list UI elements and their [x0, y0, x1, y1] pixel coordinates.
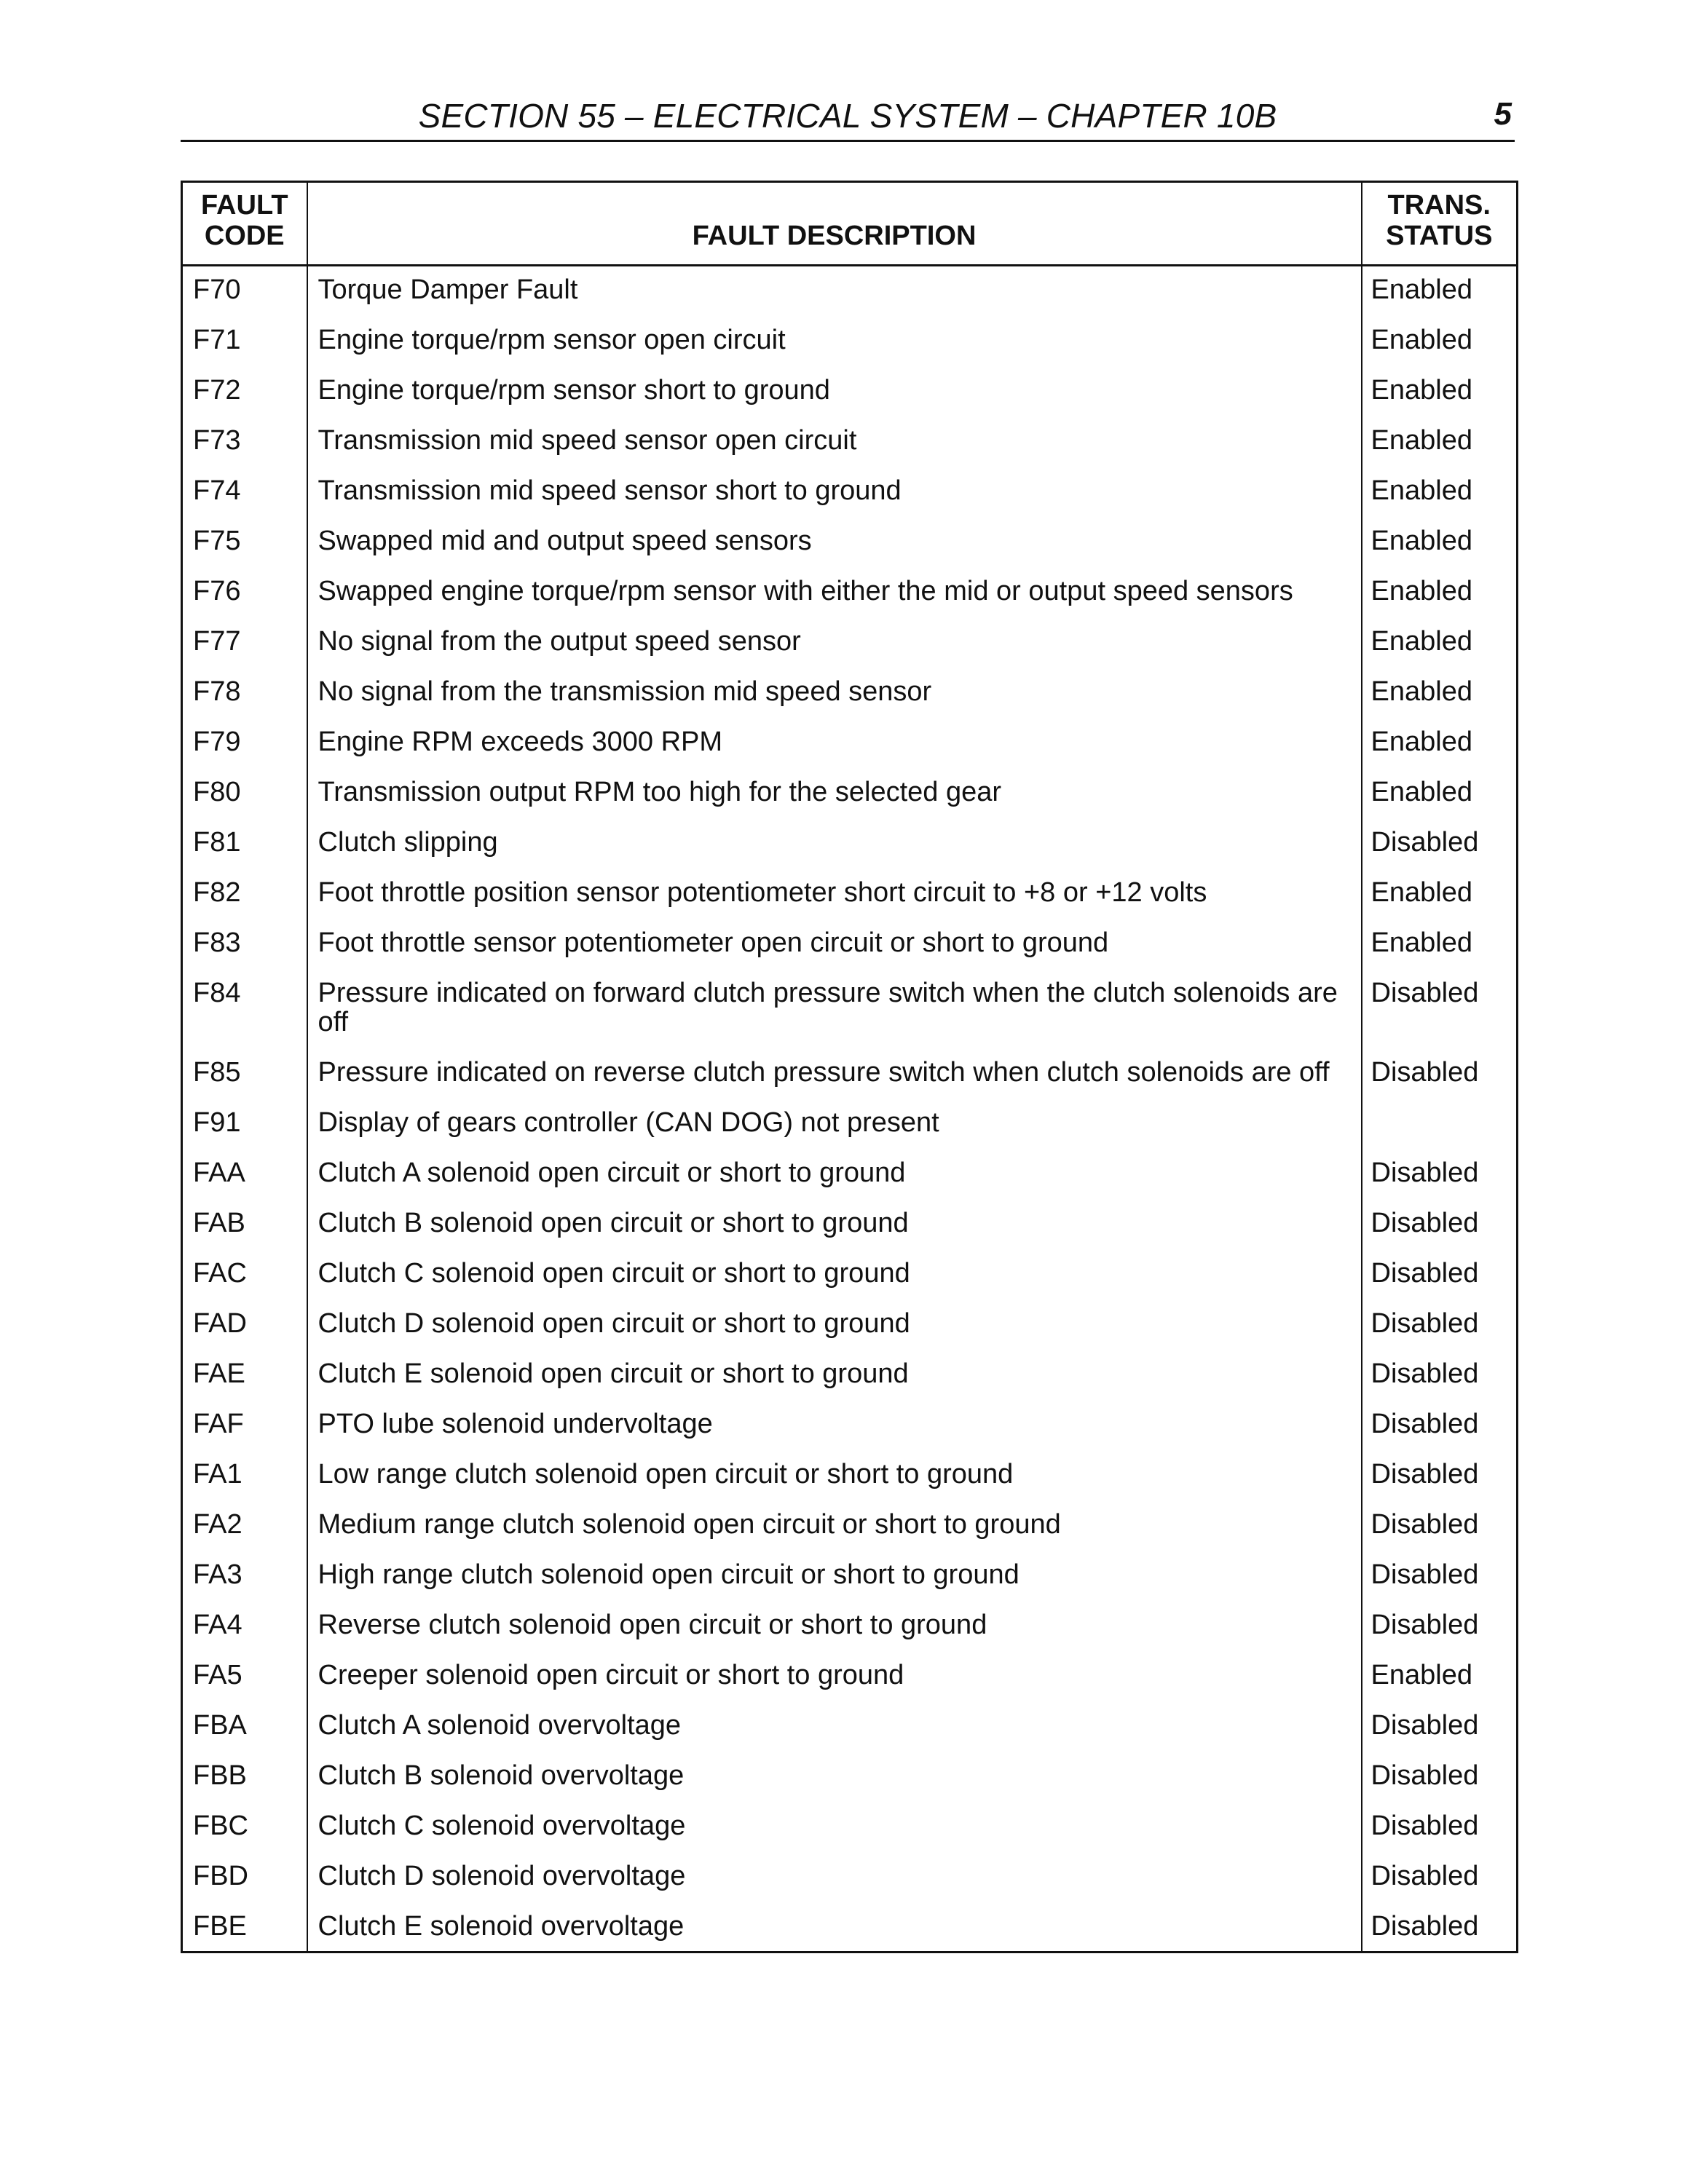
trans-status-cell: Disabled	[1362, 821, 1518, 871]
fault-description-cell: Transmission mid speed sensor open circuit	[307, 419, 1362, 470]
table-row	[182, 972, 1518, 1051]
table-row	[182, 871, 1518, 922]
trans-status-cell: Disabled	[1362, 1554, 1518, 1604]
table-row	[182, 470, 1518, 520]
fault-description-cell: Engine torque/rpm sensor open circuit	[307, 319, 1362, 369]
fault-code-cell: FAB	[182, 1202, 307, 1252]
column-header-trans-status-line1: TRANS.	[1387, 190, 1491, 221]
fault-description-cell: Clutch D solenoid overvoltage	[307, 1855, 1362, 1905]
column-header-fault-code	[182, 182, 307, 266]
fault-description-cell: Clutch E solenoid overvoltage	[307, 1905, 1362, 1952]
table-row	[182, 266, 1518, 320]
trans-status-cell: Enabled	[1362, 922, 1518, 972]
fault-description-cell: Transmission output RPM too high for the selected gear	[307, 771, 1362, 821]
fault-description-cell: Transmission mid speed sensor short to ground	[307, 470, 1362, 520]
fault-code-cell: F73	[182, 419, 307, 470]
table-row	[182, 1754, 1518, 1805]
fault-description-cell: Clutch E solenoid open circuit or short to ground	[307, 1353, 1362, 1403]
fault-description-cell: Swapped mid and output speed sensors	[307, 520, 1362, 570]
trans-status-cell: Enabled	[1362, 470, 1518, 520]
table-row	[182, 1503, 1518, 1554]
fault-description-cell: Clutch B solenoid open circuit or short to ground	[307, 1202, 1362, 1252]
fault-code-cell: F80	[182, 771, 307, 821]
fault-code-cell: F91	[182, 1101, 307, 1152]
fault-description-cell: High range clutch solenoid open circuit or short to ground	[307, 1554, 1362, 1604]
trans-status-cell: Disabled	[1362, 1252, 1518, 1302]
table-row	[182, 1101, 1518, 1152]
table-row	[182, 721, 1518, 771]
fault-code-cell: FBA	[182, 1704, 307, 1754]
trans-status-cell: Disabled	[1362, 1604, 1518, 1654]
fault-code-cell: FBC	[182, 1805, 307, 1855]
column-header-trans-status	[1362, 182, 1518, 266]
table-row	[182, 570, 1518, 620]
trans-status-cell: Disabled	[1362, 1152, 1518, 1202]
fault-description-cell: PTO lube solenoid undervoltage	[307, 1403, 1362, 1453]
trans-status-cell: Enabled	[1362, 1654, 1518, 1704]
trans-status-cell: Enabled	[1362, 419, 1518, 470]
fault-code-cell: F70	[182, 266, 307, 320]
fault-code-cell: F75	[182, 520, 307, 570]
table-header-row	[182, 182, 1518, 266]
trans-status-cell: Enabled	[1362, 570, 1518, 620]
fault-code-cell: F85	[182, 1051, 307, 1101]
table-row	[182, 1453, 1518, 1503]
trans-status-cell	[1362, 1101, 1518, 1152]
trans-status-cell: Disabled	[1362, 1855, 1518, 1905]
fault-description-cell: No signal from the output speed sensor	[307, 620, 1362, 670]
fault-code-table	[181, 181, 1518, 1953]
trans-status-cell: Disabled	[1362, 972, 1518, 1051]
table-row	[182, 369, 1518, 419]
fault-description-cell: No signal from the transmission mid speed sensor	[307, 670, 1362, 721]
fault-code-cell: FAC	[182, 1252, 307, 1302]
fault-code-cell: F72	[182, 369, 307, 419]
table-row	[182, 1805, 1518, 1855]
table-row	[182, 1302, 1518, 1353]
fault-code-cell: FBD	[182, 1855, 307, 1905]
fault-code-cell: FA4	[182, 1604, 307, 1654]
page-header	[181, 86, 1515, 142]
fault-description-cell: Foot throttle position sensor potentiometer short circuit to +8 or +12 volts	[307, 871, 1362, 922]
fault-description-cell: Medium range clutch solenoid open circuit or short to ground	[307, 1503, 1362, 1554]
trans-status-cell: Enabled	[1362, 369, 1518, 419]
fault-description-cell: Clutch slipping	[307, 821, 1362, 871]
fault-code-cell: F71	[182, 319, 307, 369]
table-row	[182, 1202, 1518, 1252]
fault-code-cell: FA3	[182, 1554, 307, 1604]
trans-status-cell: Enabled	[1362, 620, 1518, 670]
column-header-fault-code-line1: FAULT	[200, 190, 288, 221]
fault-description-cell: Clutch B solenoid overvoltage	[307, 1754, 1362, 1805]
fault-code-cell: F81	[182, 821, 307, 871]
column-header-fault-description-label: FAULT DESCRIPTION	[692, 221, 977, 251]
fault-code-cell: F77	[182, 620, 307, 670]
trans-status-cell: Disabled	[1362, 1754, 1518, 1805]
fault-description-cell: Torque Damper Fault	[307, 266, 1362, 320]
trans-status-cell: Disabled	[1362, 1302, 1518, 1353]
fault-description-cell: Foot throttle sensor potentiometer open circuit or short to ground	[307, 922, 1362, 972]
table-row	[182, 1051, 1518, 1101]
page-number: 5	[1494, 96, 1512, 132]
table-row	[182, 1905, 1518, 1952]
fault-description-cell: Clutch C solenoid open circuit or short to ground	[307, 1252, 1362, 1302]
table-row	[182, 922, 1518, 972]
trans-status-cell: Enabled	[1362, 871, 1518, 922]
fault-description-cell: Engine RPM exceeds 3000 RPM	[307, 721, 1362, 771]
table-row	[182, 319, 1518, 369]
table-row	[182, 620, 1518, 670]
table-row	[182, 1604, 1518, 1654]
trans-status-cell: Disabled	[1362, 1503, 1518, 1554]
fault-description-cell: Display of gears controller (CAN DOG) not present	[307, 1101, 1362, 1152]
trans-status-cell: Disabled	[1362, 1051, 1518, 1101]
fault-code-cell: FAD	[182, 1302, 307, 1353]
trans-status-cell: Disabled	[1362, 1403, 1518, 1453]
trans-status-cell: Disabled	[1362, 1905, 1518, 1952]
table-row	[182, 1704, 1518, 1754]
table-row	[182, 1554, 1518, 1604]
fault-code-cell: FA5	[182, 1654, 307, 1704]
fault-description-cell: Pressure indicated on forward clutch pressure switch when the clutch solenoids are off	[307, 972, 1362, 1051]
fault-code-cell: FAF	[182, 1403, 307, 1453]
table-header	[182, 182, 1518, 266]
trans-status-cell: Disabled	[1362, 1453, 1518, 1503]
fault-code-cell: F79	[182, 721, 307, 771]
fault-code-cell: FA1	[182, 1453, 307, 1503]
fault-code-cell: FAA	[182, 1152, 307, 1202]
fault-description-cell: Reverse clutch solenoid open circuit or short to ground	[307, 1604, 1362, 1654]
trans-status-cell: Enabled	[1362, 670, 1518, 721]
fault-description-cell: Swapped engine torque/rpm sensor with either the mid or output speed sensors	[307, 570, 1362, 620]
fault-description-cell: Clutch D solenoid open circuit or short to ground	[307, 1302, 1362, 1353]
trans-status-cell: Enabled	[1362, 721, 1518, 771]
fault-code-cell: F83	[182, 922, 307, 972]
table-row	[182, 1855, 1518, 1905]
fault-code-cell: FAE	[182, 1353, 307, 1403]
section-title: SECTION 55 – ELECTRICAL SYSTEM – CHAPTER 10B	[418, 97, 1277, 135]
fault-description-cell: Clutch C solenoid overvoltage	[307, 1805, 1362, 1855]
table-row	[182, 1403, 1518, 1453]
fault-code-cell: F78	[182, 670, 307, 721]
table-row	[182, 1654, 1518, 1704]
trans-status-cell: Enabled	[1362, 319, 1518, 369]
table-row	[182, 520, 1518, 570]
table-body	[182, 266, 1518, 1952]
trans-status-cell: Disabled	[1362, 1704, 1518, 1754]
fault-description-cell: Engine torque/rpm sensor short to ground	[307, 369, 1362, 419]
column-header-trans-status-line2: STATUS	[1386, 221, 1493, 251]
fault-code-cell: FA2	[182, 1503, 307, 1554]
trans-status-cell: Disabled	[1362, 1353, 1518, 1403]
fault-code-cell: FBB	[182, 1754, 307, 1805]
table-row	[182, 670, 1518, 721]
fault-description-cell: Creeper solenoid open circuit or short to ground	[307, 1654, 1362, 1704]
fault-code-cell: F82	[182, 871, 307, 922]
column-header-fault-code-line2: CODE	[204, 221, 285, 251]
table-row	[182, 821, 1518, 871]
trans-status-cell: Enabled	[1362, 266, 1518, 320]
table-row	[182, 1152, 1518, 1202]
trans-status-cell: Disabled	[1362, 1202, 1518, 1252]
table-row	[182, 1353, 1518, 1403]
fault-description-cell: Clutch A solenoid open circuit or short to ground	[307, 1152, 1362, 1202]
column-header-fault-description	[307, 182, 1362, 266]
table-row	[182, 771, 1518, 821]
fault-code-cell: F74	[182, 470, 307, 520]
fault-description-cell: Pressure indicated on reverse clutch pressure switch when clutch solenoids are off	[307, 1051, 1362, 1101]
fault-code-cell: F84	[182, 972, 307, 1051]
fault-description-cell: Clutch A solenoid overvoltage	[307, 1704, 1362, 1754]
trans-status-cell: Disabled	[1362, 1805, 1518, 1855]
table-row	[182, 419, 1518, 470]
trans-status-cell: Enabled	[1362, 771, 1518, 821]
fault-description-cell: Low range clutch solenoid open circuit or short to ground	[307, 1453, 1362, 1503]
fault-code-cell: FBE	[182, 1905, 307, 1952]
table-row	[182, 1252, 1518, 1302]
trans-status-cell: Enabled	[1362, 520, 1518, 570]
fault-code-cell: F76	[182, 570, 307, 620]
